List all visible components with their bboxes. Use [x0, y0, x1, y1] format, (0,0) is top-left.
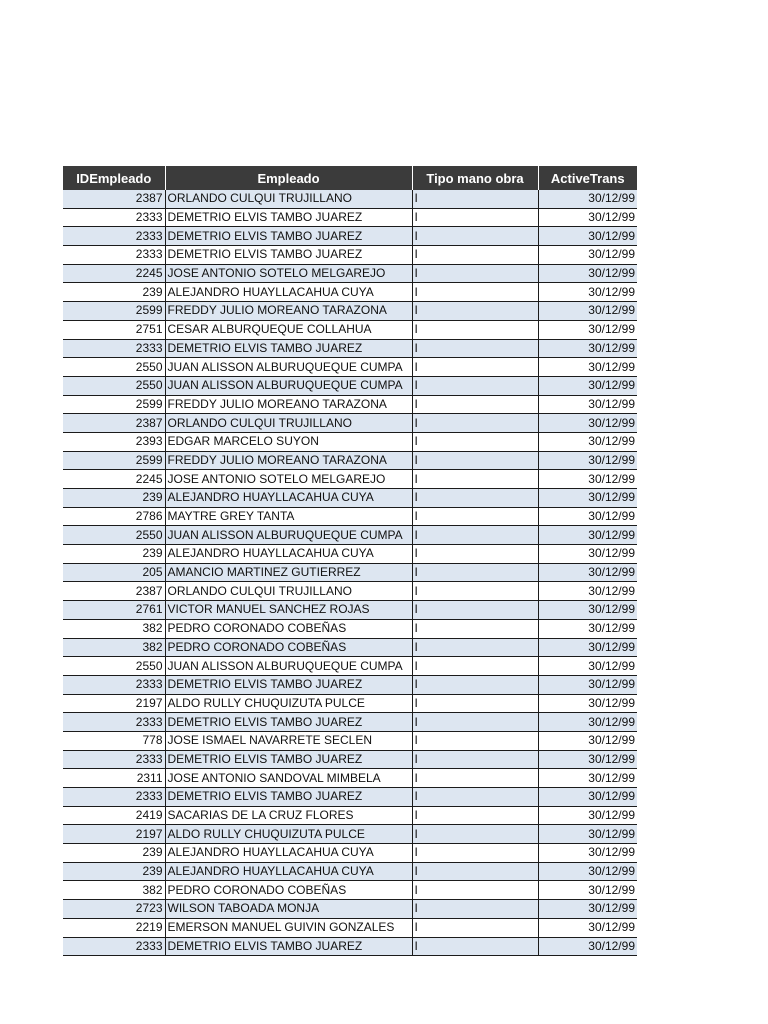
active-trans-cell: 30/12/99 [538, 731, 637, 750]
labor-type-cell: I [412, 432, 538, 451]
id-cell: 2550 [63, 376, 165, 395]
id-cell: 2550 [63, 526, 165, 545]
employee-cell: ALEJANDRO HUAYLLACAHUA CUYA [165, 283, 412, 302]
id-cell: 2550 [63, 657, 165, 676]
employee-cell: VICTOR MANUEL SANCHEZ ROJAS [165, 601, 412, 620]
labor-type-cell: I [412, 657, 538, 676]
labor-type-cell: I [412, 582, 538, 601]
employee-cell: EDGAR MARCELO SUYON [165, 432, 412, 451]
labor-type-cell: I [412, 339, 538, 358]
active-trans-cell: 30/12/99 [538, 376, 637, 395]
id-cell: 2333 [63, 937, 165, 956]
id-cell: 2333 [63, 675, 165, 694]
active-trans-cell: 30/12/99 [538, 563, 637, 582]
labor-type-cell: I [412, 900, 538, 919]
id-cell: 778 [63, 731, 165, 750]
table-row [63, 470, 637, 489]
table-row [63, 507, 637, 526]
id-cell: 2599 [63, 302, 165, 321]
active-trans-cell: 30/12/99 [538, 489, 637, 508]
labor-type-cell: I [412, 918, 538, 937]
id-cell: 2761 [63, 601, 165, 620]
table-row [63, 638, 637, 657]
id-cell: 382 [63, 638, 165, 657]
table-row [63, 694, 637, 713]
table-row [63, 825, 637, 844]
employee-table [63, 166, 637, 956]
id-cell: 2219 [63, 918, 165, 937]
active-trans-cell: 30/12/99 [538, 208, 637, 227]
active-trans-cell: 30/12/99 [538, 881, 637, 900]
id-cell: 2333 [63, 208, 165, 227]
table-row [63, 283, 637, 302]
active-trans-cell: 30/12/99 [538, 358, 637, 377]
table-row [63, 601, 637, 620]
employee-cell: PEDRO CORONADO COBEÑAS [165, 619, 412, 638]
labor-type-cell: I [412, 806, 538, 825]
table-row [63, 713, 637, 732]
labor-type-cell: I [412, 694, 538, 713]
labor-type-cell: I [412, 264, 538, 283]
table-row [63, 208, 637, 227]
active-trans-cell: 30/12/99 [538, 320, 637, 339]
active-trans-cell: 30/12/99 [538, 862, 637, 881]
labor-type-cell: I [412, 470, 538, 489]
labor-type-cell: I [412, 713, 538, 732]
labor-type-cell: I [412, 246, 538, 265]
table-row [63, 675, 637, 694]
column-header-tipo-mano-obra: Tipo mano obra [412, 166, 538, 190]
table-row [63, 358, 637, 377]
employee-cell: ORLANDO CULQUI TRUJILLANO [165, 190, 412, 208]
employee-cell: DEMETRIO ELVIS TAMBO JUAREZ [165, 713, 412, 732]
id-cell: 2387 [63, 582, 165, 601]
table-row [63, 937, 637, 956]
active-trans-cell: 30/12/99 [538, 675, 637, 694]
employee-cell: DEMETRIO ELVIS TAMBO JUAREZ [165, 675, 412, 694]
id-cell: 2333 [63, 227, 165, 246]
active-trans-cell: 30/12/99 [538, 264, 637, 283]
active-trans-cell: 30/12/99 [538, 395, 637, 414]
labor-type-cell: I [412, 563, 538, 582]
table-row [63, 881, 637, 900]
labor-type-cell: I [412, 844, 538, 863]
table-row [63, 788, 637, 807]
employee-cell: DEMETRIO ELVIS TAMBO JUAREZ [165, 208, 412, 227]
active-trans-cell: 30/12/99 [538, 545, 637, 564]
table-row [63, 432, 637, 451]
employee-cell: DEMETRIO ELVIS TAMBO JUAREZ [165, 339, 412, 358]
labor-type-cell: I [412, 376, 538, 395]
id-cell: 2333 [63, 713, 165, 732]
active-trans-cell: 30/12/99 [538, 844, 637, 863]
table-row [63, 545, 637, 564]
active-trans-cell: 30/12/99 [538, 470, 637, 489]
table-row [63, 376, 637, 395]
labor-type-cell: I [412, 507, 538, 526]
table-row [63, 769, 637, 788]
employee-cell: JOSE ANTONIO SANDOVAL MIMBELA [165, 769, 412, 788]
table-row [63, 731, 637, 750]
employee-cell: ALDO RULLY CHUQUIZUTA PULCE [165, 825, 412, 844]
active-trans-cell: 30/12/99 [538, 806, 637, 825]
table-row [63, 190, 637, 208]
id-cell: 2419 [63, 806, 165, 825]
id-cell: 239 [63, 862, 165, 881]
active-trans-cell: 30/12/99 [538, 190, 637, 208]
labor-type-cell: I [412, 526, 538, 545]
labor-type-cell: I [412, 675, 538, 694]
active-trans-cell: 30/12/99 [538, 507, 637, 526]
labor-type-cell: I [412, 545, 538, 564]
table-row [63, 582, 637, 601]
employee-cell: JUAN ALISSON ALBURUQUEQUE CUMPA [165, 526, 412, 545]
employee-cell: DEMETRIO ELVIS TAMBO JUAREZ [165, 246, 412, 265]
labor-type-cell: I [412, 190, 538, 208]
labor-type-cell: I [412, 227, 538, 246]
labor-type-cell: I [412, 881, 538, 900]
id-cell: 2599 [63, 451, 165, 470]
employee-cell: DEMETRIO ELVIS TAMBO JUAREZ [165, 788, 412, 807]
employee-cell: DEMETRIO ELVIS TAMBO JUAREZ [165, 227, 412, 246]
employee-cell: PEDRO CORONADO COBEÑAS [165, 881, 412, 900]
id-cell: 2387 [63, 414, 165, 433]
employee-cell: WILSON TABOADA MONJA [165, 900, 412, 919]
table-row [63, 227, 637, 246]
table-row [63, 395, 637, 414]
active-trans-cell: 30/12/99 [538, 788, 637, 807]
table-row [63, 563, 637, 582]
active-trans-cell: 30/12/99 [538, 302, 637, 321]
id-cell: 2333 [63, 750, 165, 769]
table-row [63, 414, 637, 433]
employee-cell: DEMETRIO ELVIS TAMBO JUAREZ [165, 937, 412, 956]
labor-type-cell: I [412, 489, 538, 508]
id-cell: 2723 [63, 900, 165, 919]
id-cell: 2786 [63, 507, 165, 526]
labor-type-cell: I [412, 825, 538, 844]
id-cell: 2751 [63, 320, 165, 339]
active-trans-cell: 30/12/99 [538, 432, 637, 451]
header-row [63, 166, 637, 190]
table-row [63, 806, 637, 825]
id-cell: 382 [63, 619, 165, 638]
table-row [63, 320, 637, 339]
labor-type-cell: I [412, 395, 538, 414]
employee-cell: JOSE ISMAEL NAVARRETE SECLEN [165, 731, 412, 750]
employee-cell: FREDDY JULIO MOREANO TARAZONA [165, 451, 412, 470]
table-row [63, 489, 637, 508]
id-cell: 239 [63, 844, 165, 863]
labor-type-cell: I [412, 414, 538, 433]
labor-type-cell: I [412, 731, 538, 750]
active-trans-cell: 30/12/99 [538, 619, 637, 638]
employee-cell: ALEJANDRO HUAYLLACAHUA CUYA [165, 862, 412, 881]
labor-type-cell: I [412, 451, 538, 470]
labor-type-cell: I [412, 638, 538, 657]
table-row [63, 246, 637, 265]
employee-cell: ALEJANDRO HUAYLLACAHUA CUYA [165, 545, 412, 564]
active-trans-cell: 30/12/99 [538, 601, 637, 620]
active-trans-cell: 30/12/99 [538, 713, 637, 732]
table-row [63, 451, 637, 470]
table-row [63, 657, 637, 676]
active-trans-cell: 30/12/99 [538, 937, 637, 956]
id-cell: 2387 [63, 190, 165, 208]
employee-cell: EMERSON MANUEL GUIVIN GONZALES [165, 918, 412, 937]
id-cell: 382 [63, 881, 165, 900]
table-row [63, 302, 637, 321]
column-header-idempleado: IDEmpleado [63, 166, 165, 190]
active-trans-cell: 30/12/99 [538, 694, 637, 713]
employee-cell: FREDDY JULIO MOREANO TARAZONA [165, 302, 412, 321]
employee-cell: ALEJANDRO HUAYLLACAHUA CUYA [165, 489, 412, 508]
employee-cell: JUAN ALISSON ALBURUQUEQUE CUMPA [165, 657, 412, 676]
employee-cell: ORLANDO CULQUI TRUJILLANO [165, 582, 412, 601]
active-trans-cell: 30/12/99 [538, 918, 637, 937]
id-cell: 239 [63, 545, 165, 564]
labor-type-cell: I [412, 750, 538, 769]
labor-type-cell: I [412, 283, 538, 302]
employee-cell: JUAN ALISSON ALBURUQUEQUE CUMPA [165, 358, 412, 377]
employee-cell: MAYTRE GREY TANTA [165, 507, 412, 526]
active-trans-cell: 30/12/99 [538, 414, 637, 433]
active-trans-cell: 30/12/99 [538, 657, 637, 676]
labor-type-cell: I [412, 208, 538, 227]
table-row [63, 844, 637, 863]
table-row [63, 900, 637, 919]
active-trans-cell: 30/12/99 [538, 526, 637, 545]
table-row [63, 526, 637, 545]
employee-cell: AMANCIO MARTINEZ GUTIERREZ [165, 563, 412, 582]
table-row [63, 619, 637, 638]
id-cell: 2599 [63, 395, 165, 414]
id-cell: 2245 [63, 470, 165, 489]
labor-type-cell: I [412, 937, 538, 956]
id-cell: 2311 [63, 769, 165, 788]
employee-cell: ORLANDO CULQUI TRUJILLANO [165, 414, 412, 433]
id-cell: 239 [63, 283, 165, 302]
employee-cell: DEMETRIO ELVIS TAMBO JUAREZ [165, 750, 412, 769]
employee-cell: JUAN ALISSON ALBURUQUEQUE CUMPA [165, 376, 412, 395]
table-row [63, 918, 637, 937]
id-cell: 2333 [63, 246, 165, 265]
table-row [63, 339, 637, 358]
active-trans-cell: 30/12/99 [538, 638, 637, 657]
active-trans-cell: 30/12/99 [538, 227, 637, 246]
column-header-empleado: Empleado [165, 166, 412, 190]
id-cell: 2245 [63, 264, 165, 283]
id-cell: 2197 [63, 694, 165, 713]
labor-type-cell: I [412, 788, 538, 807]
employee-cell: FREDDY JULIO MOREANO TARAZONA [165, 395, 412, 414]
active-trans-cell: 30/12/99 [538, 246, 637, 265]
employee-cell: PEDRO CORONADO COBEÑAS [165, 638, 412, 657]
table-row [63, 750, 637, 769]
table-body [63, 190, 637, 956]
id-cell: 2393 [63, 432, 165, 451]
employee-cell: ALDO RULLY CHUQUIZUTA PULCE [165, 694, 412, 713]
active-trans-cell: 30/12/99 [538, 750, 637, 769]
active-trans-cell: 30/12/99 [538, 283, 637, 302]
table-row [63, 264, 637, 283]
labor-type-cell: I [412, 302, 538, 321]
id-cell: 2197 [63, 825, 165, 844]
id-cell: 2333 [63, 339, 165, 358]
active-trans-cell: 30/12/99 [538, 769, 637, 788]
labor-type-cell: I [412, 769, 538, 788]
id-cell: 2550 [63, 358, 165, 377]
employee-cell: JOSE ANTONIO SOTELO MELGAREJO [165, 264, 412, 283]
active-trans-cell: 30/12/99 [538, 582, 637, 601]
id-cell: 239 [63, 489, 165, 508]
active-trans-cell: 30/12/99 [538, 900, 637, 919]
table-row [63, 862, 637, 881]
employee-cell: CESAR ALBURQUEQUE COLLAHUA [165, 320, 412, 339]
labor-type-cell: I [412, 862, 538, 881]
employee-cell: SACARIAS DE LA CRUZ FLORES [165, 806, 412, 825]
labor-type-cell: I [412, 601, 538, 620]
active-trans-cell: 30/12/99 [538, 825, 637, 844]
column-header-activetrans: ActiveTrans [538, 166, 637, 190]
active-trans-cell: 30/12/99 [538, 339, 637, 358]
id-cell: 205 [63, 563, 165, 582]
labor-type-cell: I [412, 619, 538, 638]
table-header [63, 166, 637, 190]
id-cell: 2333 [63, 788, 165, 807]
employee-cell: JOSE ANTONIO SOTELO MELGAREJO [165, 470, 412, 489]
employee-cell: ALEJANDRO HUAYLLACAHUA CUYA [165, 844, 412, 863]
labor-type-cell: I [412, 320, 538, 339]
labor-type-cell: I [412, 358, 538, 377]
active-trans-cell: 30/12/99 [538, 451, 637, 470]
